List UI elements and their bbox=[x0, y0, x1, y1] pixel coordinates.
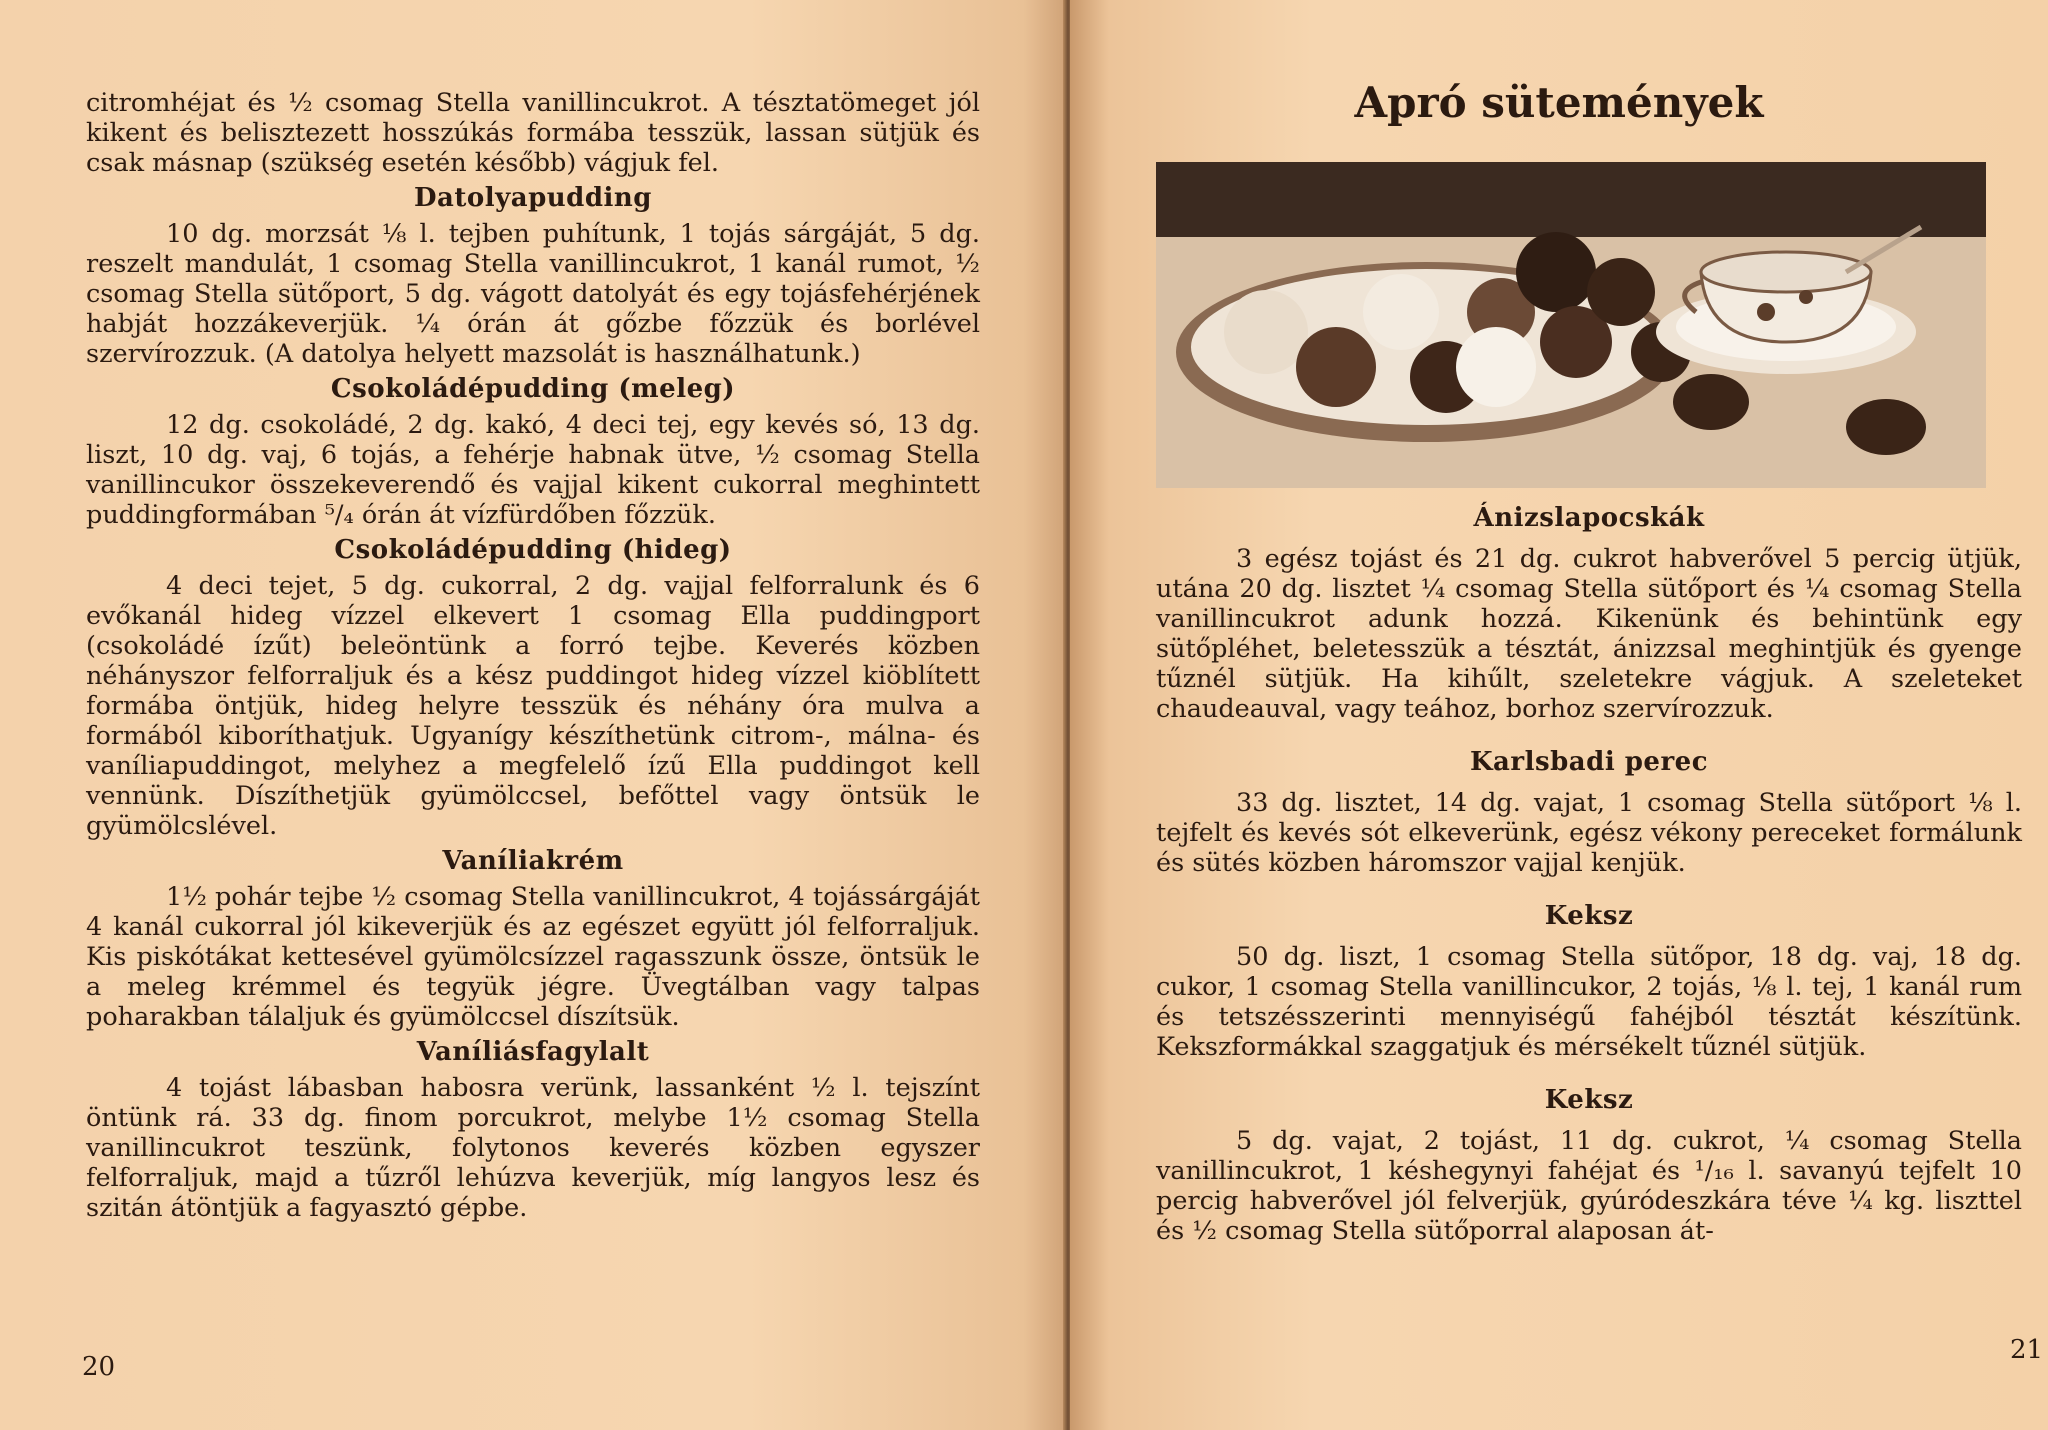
cookie-plate-illustration bbox=[1156, 162, 1986, 488]
chapter-title: Apró sütemények bbox=[1354, 78, 1764, 127]
page-number: 20 bbox=[82, 1352, 116, 1382]
left-column bbox=[86, 88, 980, 1223]
page-number: 21 bbox=[2010, 1335, 2044, 1365]
right-page bbox=[1070, 0, 2048, 1430]
recipe-text: 3 egész tojást és 21 dg. cukrot habverővel 5 percig ütjük, utána 20 dg. lisztet ¼ csomag Stella sütőport és ¼ csomag Stella vanillincukrot adunk hozzá. Kikenünk és behintünk egy sütőpléhet, beletesszük a tésztát, ánizzsal meghintjük és gyenge tűznél sütjük. Ha kihűlt, szeletekre vágjuk. A szeleteket chaudeauval, vagy teához, borhoz szervírozzuk. bbox=[1156, 544, 2022, 724]
recipe-text: 5 dg. vajat, 2 tojást, 11 dg. cukrot, ¼ csomag Stella vanillincukrot, 1 késhegynyi fahéjat és ¹/₁₆ l. savanyú tejfelt 10 percig habverővel jól felverjük, gyúródeszkára téve ¼ kg. liszttel és ½ csomag Stella sütőporral alaposan át- bbox=[1156, 1126, 2022, 1246]
recipe-title: Karlsbadi perec bbox=[1469, 747, 1709, 777]
right-column bbox=[1156, 500, 2022, 1246]
recipe-title: Keksz bbox=[1544, 1085, 1634, 1115]
recipe-title: Csokoládépudding (hideg) bbox=[334, 535, 732, 565]
cookies-photo bbox=[1156, 162, 1986, 488]
recipe-title: Vaníliakrém bbox=[442, 846, 624, 876]
recipe-title: Csokoládépudding (meleg) bbox=[330, 374, 736, 404]
recipe-title: Ánizslapocskák bbox=[1473, 503, 1705, 533]
recipe-text: 33 dg. lisztet, 14 dg. vajat, 1 csomag Stella sütőport ⅛ l. tejfelt és kevés sót elkeverünk, egész vékony pereceket formálunk és sütés közben háromszor vajjal kenjük. bbox=[1156, 788, 2022, 878]
recipe-text: 10 dg. morzsát ⅛ l. tejben puhítunk, 1 tojás sárgáját, 5 dg. reszelt mandulát, 1 csomag Stella vanillincukrot, 1 kanál rumot, ½ csomag Stella sütőport, 5 dg. vágott datolyát és egy tojásfehérjének habját hozzákeverjük. ¼ órán át gőzbe főzzük és borlével szervírozzuk. (A datolya helyett mazsolát is használhatunk.) bbox=[86, 219, 980, 369]
intro-paragraph: citromhéjat és ½ csomag Stella vanillincukrot. A tésztatömeget jól kikent és belisztezett hosszúkás formába tesszük, lassan sütjük és csak másnap (szükség esetén később) vágjuk fel. bbox=[86, 88, 980, 178]
recipe-text: 4 tojást lábasban habosra verünk, lassanként ½ l. tejszínt öntünk rá. 33 dg. finom porcukrot, melybe 1½ csomag Stella vanillincukrot teszünk, folytonos keverés közben egyszer felforraljuk, majd a tűzről lehúzva keverjük, míg langyos lesz és szitán átöntjük a fagyasztó gépbe. bbox=[86, 1073, 980, 1223]
recipe-title: Datolyapudding bbox=[414, 183, 652, 213]
recipe-text: 1½ pohár tejbe ½ csomag Stella vanillincukrot, 4 tojássárgáját 4 kanál cukorral jól kikeverjük és az egészet együtt jól felforraljuk. Kis piskótákat kettesével gyümölcsízzel ragasszunk össze, öntsük le a meleg krémmel és tegyük jégre. Üvegtálban vagy talpas poharakban tálaljuk és gyümölccsel díszítsük. bbox=[86, 882, 980, 1032]
recipe-text: 50 dg. liszt, 1 csomag Stella sütőpor, 18 dg. vaj, 18 dg. cukor, 1 csomag Stella vanillincukor, 2 tojás, ⅛ l. tej, 1 kanál rum és tetszésszerinti mennyiségű fahéjból tésztát készítünk. Kekszformákkal szaggatjuk és mérsékelt tűznél sütjük. bbox=[1156, 942, 2022, 1062]
recipe-text: 4 deci tejet, 5 dg. cukorral, 2 dg. vajjal felforralunk és 6 evőkanál hideg vízzel elkevert 1 csomag Ella puddingport (csokoládé ízűt) beleöntünk a forró tejbe. Keverés közben néhányszor felforraljuk és a kész puddingot hideg vízzel kiöblített formába öntjük, hideg helyre tesszük és néhány óra mulva a formából kiboríthatjuk. Ugyanígy készíthetünk citrom-, málna- és vaníliapuddingot, melyhez a megfelelő ízű Ella puddingot kell vennünk. Díszíthetjük gyümölccsel, befőttel vagy öntsük le gyümölcslével. bbox=[86, 571, 980, 841]
recipe-title: Vaníliásfagylalt bbox=[416, 1037, 650, 1067]
recipe-title: Keksz bbox=[1544, 901, 1634, 931]
recipe-text: 12 dg. csokoládé, 2 dg. kakó, 4 deci tej, egy kevés só, 13 dg. liszt, 10 dg. vaj, 6 tojás, a fehérje habnak ütve, ½ csomag Stella vanillincukor összekeverendő és vajjal kikent cukorral meghintett puddingformában ⁵/₄ órán át vízfürdőben főzzük. bbox=[86, 410, 980, 530]
